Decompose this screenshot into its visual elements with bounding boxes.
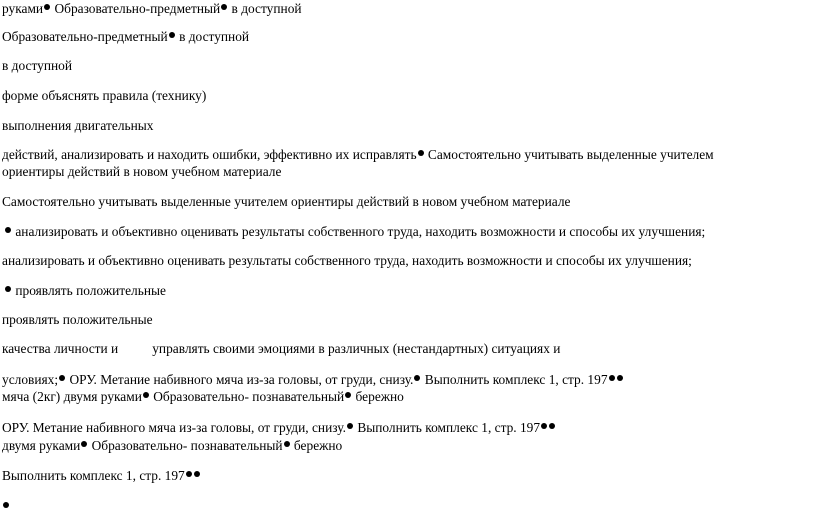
bullet-icon: [549, 423, 555, 429]
bullet-icon: [609, 375, 615, 381]
line-16-part-b: Выполнить комплекс 1, стр. 197: [353, 420, 541, 435]
bullet-icon: [284, 441, 290, 447]
text-line-7: ориентиры действий в новом учебном материале: [2, 164, 282, 179]
bullet-icon: [617, 375, 623, 381]
text-line-3: в доступной: [2, 58, 73, 73]
text-line-19: [2, 499, 10, 515]
line-2-part-a: Образовательно-предметный: [2, 29, 168, 44]
text-line-11: [2, 283, 166, 299]
line-16-part-a: ОРУ. Метание набивного мяча из-за головы, от груди, снизу.: [2, 420, 346, 435]
bullet-icon: [81, 441, 87, 447]
line-18-text: Выполнить комплекс 1, стр. 197: [2, 468, 185, 483]
bullet-icon: [169, 32, 175, 38]
bullet-icon: [59, 375, 65, 381]
text-line-12: проявлять положительные: [2, 312, 153, 327]
text-line-14: [2, 372, 624, 388]
bullet-icon: [194, 471, 200, 477]
text-line-1: [2, 1, 302, 17]
line-1-part-a: руками: [2, 1, 44, 16]
bullet-icon: [221, 4, 227, 10]
line-17-part-b: Образовательно- познавательный: [88, 438, 283, 453]
text-line-6: [2, 147, 714, 163]
text-line-2: [2, 29, 249, 45]
line-2-part-b: в доступной: [175, 29, 250, 44]
line-13-part-a: качества личности и: [2, 341, 119, 356]
bullet-icon: [3, 502, 9, 508]
line-6-part-b: Самостоятельно учитывать выделенные учителем: [424, 147, 714, 162]
bullet-icon: [5, 227, 11, 233]
text-line-13: [2, 341, 560, 357]
bullet-icon: [5, 286, 11, 292]
line-17-part-a: двумя руками: [2, 438, 81, 453]
line-11-text: проявлять положительные: [12, 283, 166, 298]
text-line-16: [2, 420, 556, 436]
line-1-part-c: в доступной: [228, 1, 302, 16]
line-14-part-b: ОРУ. Метание набивного мяча из-за головы, от груди, снизу.: [66, 372, 414, 387]
bullet-icon: [347, 423, 353, 429]
text-line-9: [2, 224, 705, 240]
text-line-5: выполнения двигательных: [2, 118, 154, 133]
bullet-icon: [418, 150, 424, 156]
line-15-part-c: бережно: [352, 389, 404, 404]
line-14-part-a: условиях;: [2, 372, 59, 387]
line-13-part-b: управлять своими эмоциями в различных (нестандартных) ситуациях и: [152, 341, 561, 356]
text-line-4: форме объяснять правила (технику): [2, 88, 207, 103]
line-9-text: анализировать и объективно оценивать результаты собственного труда, находить возможности и способы их улучшения;: [12, 224, 706, 239]
text-line-18: [2, 468, 201, 484]
bullet-icon: [541, 423, 547, 429]
text-line-8: Самостоятельно учитывать выделенные учителем ориентиры действий в новом учебном материале: [2, 194, 571, 209]
bullet-icon: [186, 471, 192, 477]
text-line-10: анализировать и объективно оценивать результаты собственного труда, находить возможности и способы их улучшения;: [2, 253, 692, 268]
text-line-15: [2, 389, 404, 405]
bullet-icon: [414, 375, 420, 381]
line-17-part-c: бережно: [290, 438, 343, 453]
bullet-icon: [143, 392, 149, 398]
line-14-part-c: Выполнить комплекс 1, стр. 197: [421, 372, 608, 387]
bullet-icon: [345, 392, 351, 398]
text-line-17: [2, 438, 342, 454]
line-15-part-b: Образовательно- познавательный: [149, 389, 345, 404]
line-6-part-a: действий, анализировать и находить ошибки, эффективно их исправлять: [2, 147, 417, 162]
line-1-part-b: Образовательно-предметный: [51, 1, 221, 16]
bullet-icon: [44, 4, 50, 10]
line-15-part-a: мяча (2кг) двумя руками: [2, 389, 142, 404]
